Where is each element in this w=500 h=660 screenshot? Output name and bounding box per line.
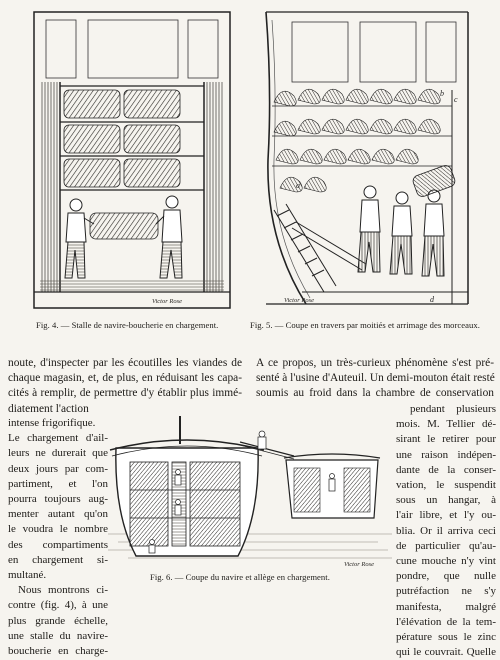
text-line: en chargement si- (8, 553, 108, 566)
text-line: deux jours par com- (8, 462, 108, 475)
fig6-signature: Victor Rose (344, 561, 375, 568)
fig4-caption (36, 320, 218, 330)
text-line: une raison indépen- (396, 448, 496, 461)
text-top-left (8, 356, 242, 417)
fig4-illustration (32, 10, 232, 310)
text-line: cités à remplir, de permettre d'y établir plus immé- (8, 387, 242, 400)
text-line: manifesta, malgré (396, 600, 496, 613)
fig4-signature: Victor Rose (152, 298, 183, 305)
text-line: mois. M. Tellier dé- (396, 418, 496, 431)
text-line: pourra toujours aug- (8, 493, 108, 506)
text-top-right (256, 356, 494, 402)
text-line: pondre, que nulle (396, 570, 496, 583)
text-line: chaque magasin, et, de plus, en réduisant les capa- (8, 372, 242, 385)
fig5-caption-text: — Coupe en travers par moitiés et arrimage des morceaux. (274, 320, 480, 330)
fig6-illustration (108, 414, 392, 588)
figure-4 (32, 10, 232, 310)
fig5-signature: Victor Rose (284, 297, 315, 304)
fig4-caption-text: — Stalle de navire-boucherie en chargement. (60, 320, 219, 330)
text-line: vation, le suspendit (396, 479, 496, 492)
text-line: intense frigorifique. (8, 417, 96, 429)
text-line: partiment, et l'on (8, 477, 108, 490)
text-line: multané. (8, 569, 47, 582)
fig6-caption-label: Fig. 6. (150, 572, 173, 582)
text-line: l'air libre, et l'y ou- (396, 509, 496, 522)
fig5-letter-a: a (296, 181, 300, 190)
text-line: contre (fig. 4), à une (8, 599, 108, 612)
text-line: le voudra le nombre (8, 523, 108, 536)
text-line: pérature sous le zinc (396, 631, 496, 644)
fig6-caption-text: — Coupe du navire et allège en chargement. (174, 572, 330, 582)
text-line: une stalle du navire- (8, 629, 108, 642)
text-right-column (396, 402, 496, 660)
text-line: cune mouche n'y vint (396, 555, 496, 568)
fig5-caption (250, 320, 480, 330)
text-line: pendant plusieurs (410, 403, 496, 415)
text-line: menter autant qu'on (8, 508, 108, 521)
fig5-caption-label: Fig. 5. (250, 320, 273, 330)
text-line: sirant le retirer pour (396, 433, 496, 446)
text-line: l'élévation de la tem- (396, 615, 496, 628)
text-line: boucherie en charge- (8, 645, 108, 658)
text-line: diatement l'action (8, 402, 89, 415)
text-line: Le chargement d'ail- (8, 432, 108, 445)
text-line: blia. Or il arriva ceci (396, 524, 496, 537)
fig6-caption (150, 572, 330, 582)
figure-5 (262, 10, 472, 310)
text-line: dante de la conser- (396, 463, 496, 476)
fig4-caption-label: Fig. 4. (36, 320, 59, 330)
text-line: senté à l'usine d'Auteuil. Un demi-mouton était resté (256, 372, 495, 385)
text-line: putréfaction ne s'y (396, 585, 496, 598)
text-line: A ce propos, un très-curieux phénomène s'est pré- (256, 357, 494, 369)
text-line: noute, d'inspecter par les écoutilles les viandes de (8, 357, 242, 369)
text-left-column (8, 416, 108, 659)
text-line: soumis au froid dans la chambre de conservation (256, 387, 494, 400)
fig5-letter-b: b (440, 89, 444, 98)
fig5-letter-c: c (454, 95, 458, 104)
text-line: Nous montrons ci- (18, 584, 108, 597)
text-line: de particulier qu'au- (396, 539, 496, 552)
text-line: des compartiments (8, 538, 108, 551)
text-line: leurs ne durerait que (8, 447, 108, 460)
text-line: qui le couvrait. Quelle (396, 646, 496, 659)
text-line: sous un hangar, à (396, 494, 496, 507)
figure-6 (108, 414, 392, 588)
fig5-illustration (262, 10, 472, 310)
text-line: plus grande échelle, (8, 614, 108, 627)
fig5-letter-d: d (430, 295, 434, 304)
